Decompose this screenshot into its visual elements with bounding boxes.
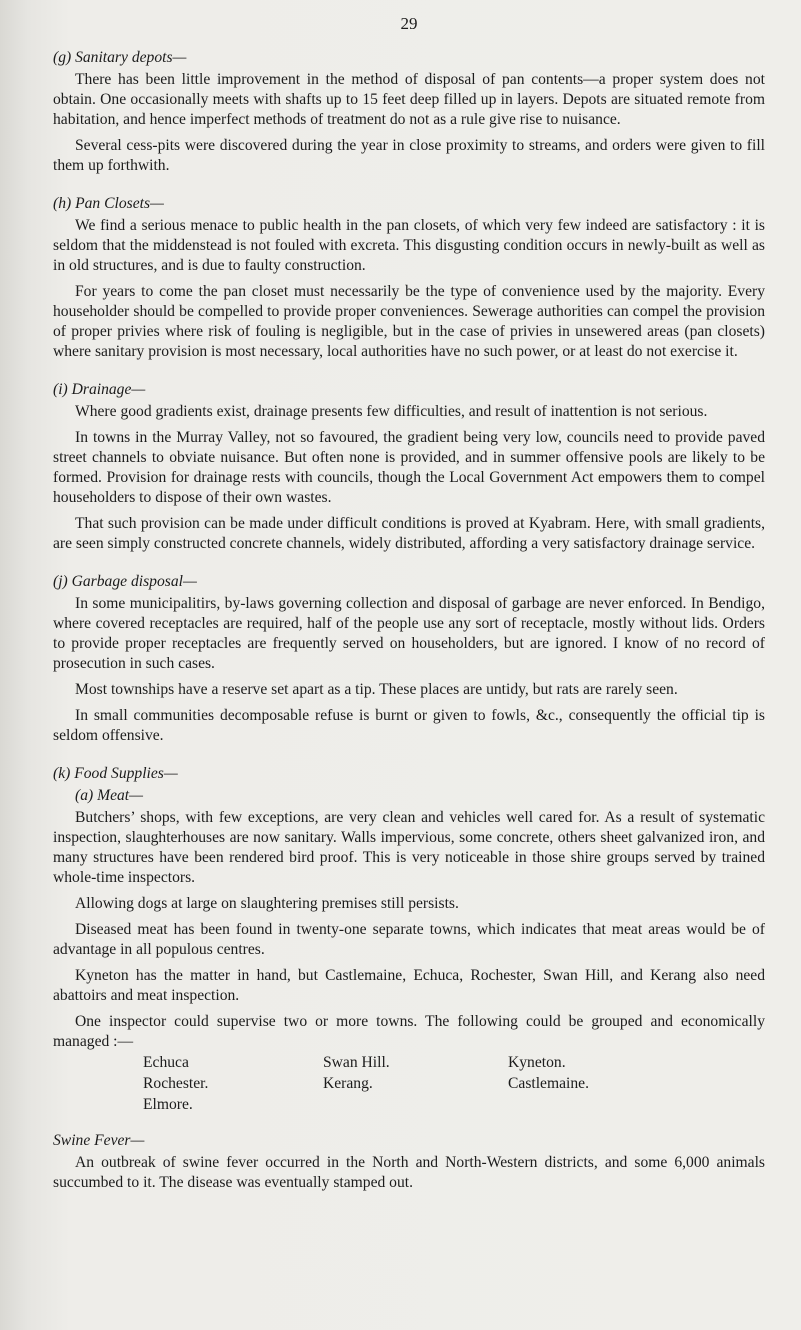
page-number: 29 bbox=[400, 14, 418, 33]
paragraph: There has been little improvement in the method of disposal of pan contents—a proper system does not obtain. One occasionally meets with shafts up to 15 feet deep filled up in layers. Depots are situated remote from habitation, and hence imperfect methods of treatment do not as a rule give rise to nuisance. bbox=[53, 71, 765, 128]
paragraph: An outbreak of swine fever occurred in the North and North-Western districts, and some 6,000 animals succumbed to it. The disease was eventually stamped out. bbox=[53, 1154, 765, 1191]
town-name: Elmore. bbox=[143, 1096, 193, 1113]
section-heading-pan-closets: (h) Pan Closets— bbox=[53, 195, 164, 212]
section-heading-swine-fever: Swine Fever— bbox=[53, 1132, 145, 1149]
paragraph: For years to come the pan closet must necessarily be the type of convenience used by the majority. Every householder should be compelled to provide proper conveniences. Sewerage authorities can compel the provision of proper privies where risk of fouling is negligible, but in the case of privies in unsewered areas (pan closets) where sanitary provision is most necessary, local authorities have no such power, or at least do not exercise it. bbox=[53, 283, 765, 360]
paragraph: Several cess-pits were discovered during the year in close proximity to streams, and orders were given to fill them up forthwith. bbox=[53, 137, 765, 174]
town-name: Echuca bbox=[143, 1054, 189, 1071]
town-name: Swan Hill. bbox=[323, 1054, 390, 1071]
paragraph: Most townships have a reserve set apart as a tip. These places are untidy, but rats are rarely seen. bbox=[75, 681, 678, 698]
section-heading-garbage-disposal: (j) Garbage disposal— bbox=[53, 573, 197, 590]
paragraph: We find a serious menace to public health in the pan closets, of which very few indeed are satisfactory : it is seldom that the middenstead is not fouled with excreta. This disgusting condition occurs in newly-built as well as in old structures, and is due to faulty construction. bbox=[53, 217, 765, 274]
paragraph: In towns in the Murray Valley, not so favoured, the gradient being very low, councils need to provide paved street channels to obviate nuisance. But often none is provided, and in summer offensive pools are likely to be formed. Provision for drainage rests with councils, though the Local Government Act empowers them to compel householders to dispose of their own wastes. bbox=[53, 429, 765, 506]
section-heading-food-supplies: (k) Food Supplies— bbox=[53, 765, 178, 782]
town-name: Kyneton. bbox=[508, 1054, 566, 1071]
town-name: Rochester. bbox=[143, 1075, 209, 1092]
paragraph: That such provision can be made under difficult conditions is proved at Kyabram. Here, with small gradients, are seen simply constructed concrete channels, widely distributed, affording a very satisfactory drainage service. bbox=[53, 515, 765, 552]
town-name: Kerang. bbox=[323, 1075, 373, 1092]
paragraph: In some municipalitirs, by-laws governing collection and disposal of garbage are never enforced. In Bendigo, where covered receptacles are required, half of the people use any sort of receptacle, mostly without lids. Orders to provide proper receptacles are frequently served on householders, but are ignored. I know of no record of prosecution in such cases. bbox=[53, 595, 765, 672]
paragraph: Allowing dogs at large on slaughtering premises still persists. bbox=[75, 895, 459, 912]
subsection-heading-meat: (a) Meat— bbox=[75, 787, 143, 804]
paragraph: In small communities decomposable refuse is burnt or given to fowls, &c., consequently the official tip is seldom offensive. bbox=[53, 707, 765, 744]
section-heading-sanitary-depots: (g) Sanitary depots— bbox=[53, 49, 187, 66]
section-heading-drainage: (i) Drainage— bbox=[53, 381, 146, 398]
town-name: Castlemaine. bbox=[508, 1075, 589, 1092]
document-body bbox=[53, 14, 765, 1199]
paragraph: Diseased meat has been found in twenty-one separate towns, which indicates that meat areas would be of advantage in all populous centres. bbox=[53, 921, 765, 958]
town-grouping-list bbox=[143, 1052, 765, 1115]
paragraph: One inspector could supervise two or more towns. The following could be grouped and economically managed :— bbox=[53, 1013, 765, 1050]
paragraph: Where good gradients exist, drainage presents few difficulties, and result of inattention is not serious. bbox=[75, 403, 708, 420]
paragraph: Kyneton has the matter in hand, but Castlemaine, Echuca, Rochester, Swan Hill, and Kerang also need abattoirs and meat inspection. bbox=[53, 967, 765, 1004]
paragraph: Butchers’ shops, with few exceptions, are very clean and vehicles well cared for. As a result of systematic inspection, slaughterhouses are now sanitary. Walls impervious, some concrete, others sheet galvanized iron, and many structures have been rendered bird proof. This is very noticeable in those shire groups served by trained whole-time inspectors. bbox=[53, 809, 765, 886]
